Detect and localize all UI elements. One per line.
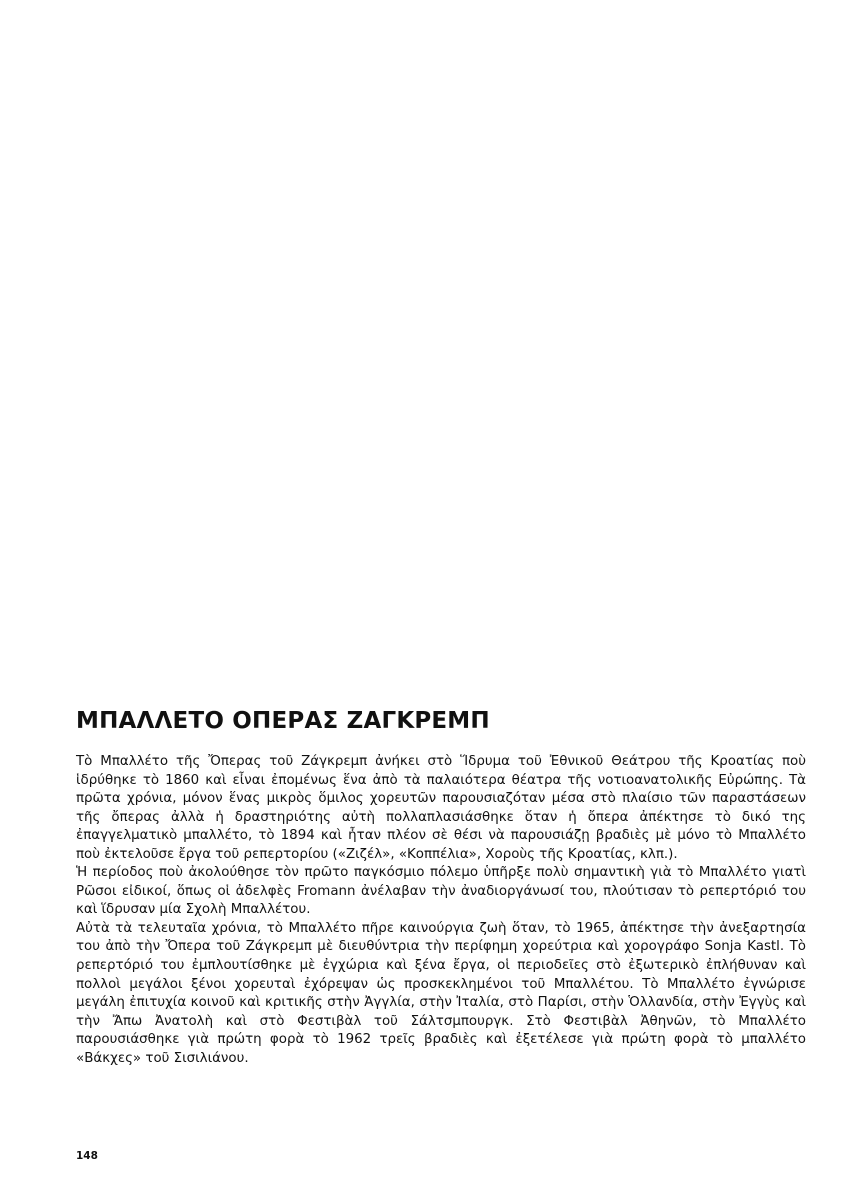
article-body <box>76 753 806 1068</box>
paragraph-recent: Αὐτὰ τὰ τελευταῖα χρόνια, τὸ Μπαλλέτο πῆρε καινούργια ζωὴ ὅταν, τὸ 1965, ἀπέκτησε τὴν ἀνεξαρτησία του ἀπὸ τὴν Ὄπερα τοῦ Ζάγκρεμπ μὲ διευθύντρια τὴν περίφημη χορεύτρια καὶ χορογράφο Sonja Kastl. Τὸ ρεπερτόριό του ἐμπλουτίσθηκε μὲ ἐγχώρια καὶ ξένα ἔργα, οἱ περιοδεῖες στὸ ἐξωτερικὸ ἐπλήθυναν καὶ πολλοὶ μεγάλοι ξένοι χορευταὶ ἐχόρεψαν ὡς προσκεκλημένοι τοῦ Μπαλλέτου. Τὸ Μπαλλέτο ἐγνώρισε μεγάλη ἐπιτυχία κοινοῦ καὶ κριτικῆς στὴν Ἀγγλία, στὴν Ἰταλία, στὸ Παρίσι, στὴν Ὁλλανδία, στὴν Ἐγγὺς καὶ τὴν Ἄπω Ἀνατολὴ καὶ στὸ Φεστιβὰλ τοῦ Σάλτσμπουργκ. Στὸ Φεστιβὰλ Ἀθηνῶν, τὸ Μπαλλέτο παρουσιάσθηκε γιὰ πρώτη φορὰ τὸ 1962 τρεῖς βραδιὲς καὶ ἐξετέλεσε γιὰ πρώτη φορὰ τὸ μπαλλέτο «Βάκχες» τοῦ Σισιλιάνου. <box>76 920 806 1066</box>
page-number: 148 <box>76 1150 98 1162</box>
article-title: ΜΠΑΛΛΕΤΟ ΟΠΕΡΑΣ ΖΑΓΚΡΕΜΠ <box>76 708 490 734</box>
paragraph-interwar: Ἡ περίοδος ποὺ ἀκολούθησε τὸν πρῶτο παγκόσμιο πόλεμο ὑπῆρξε πολὺ σημαντικὴ γιὰ τὸ Μπαλλέτο γιατὶ Ρῶσοι εἰδικοί, ὅπως οἱ ἀδελφὲς Fromann ἀνέλαβαν τὴν ἀναδιοργάνωσί του, πλούτισαν τὸ ρεπερτόριό του καὶ ἵδρυσαν μία Σχολὴ Μπαλλέτου. <box>76 865 806 918</box>
paragraph-history: Τὸ Μπαλλέτο τῆς Ὄπερας τοῦ Ζάγκρεμπ ἀνήκει στὸ Ἵδρυμα τοῦ Ἐθνικοῦ Θεάτρου τῆς Κροατίας ποὺ ἱδρύθηκε τὸ 1860 καὶ εἶναι ἐπομένως ἕνα ἀπὸ τὰ παλαιότερα θέατρα τῆς νοτιοανατολικῆς Εὐρώπης. Τὰ πρῶτα χρόνια, μόνον ἕνας μικρὸς ὅμιλος χορευτῶν παρουσιαζόταν μέσα στὸ πλαίσιο τῶν παραστάσεων τῆς ὄπερας ἀλλὰ ἡ δραστηριότης αὐτὴ πολλαπλασιάσθηκε ὅταν ἡ ὄπερα ἀπέκτησε τὸ δικό της ἐπαγγελματικὸ μπαλλέτο, τὸ 1894 καὶ ἦταν πλέον σὲ θέσι νὰ παρουσιάζῃ βραδιὲς μὲ μόνο τὸ Μπαλλέτο ποὺ ἐκτελοῦσε ἔργα τοῦ ρεπερτορίου («Ζιζέλ», «Κοππέλια», Χοροὺς τῆς Κροατίας, κλπ.). <box>76 754 806 862</box>
